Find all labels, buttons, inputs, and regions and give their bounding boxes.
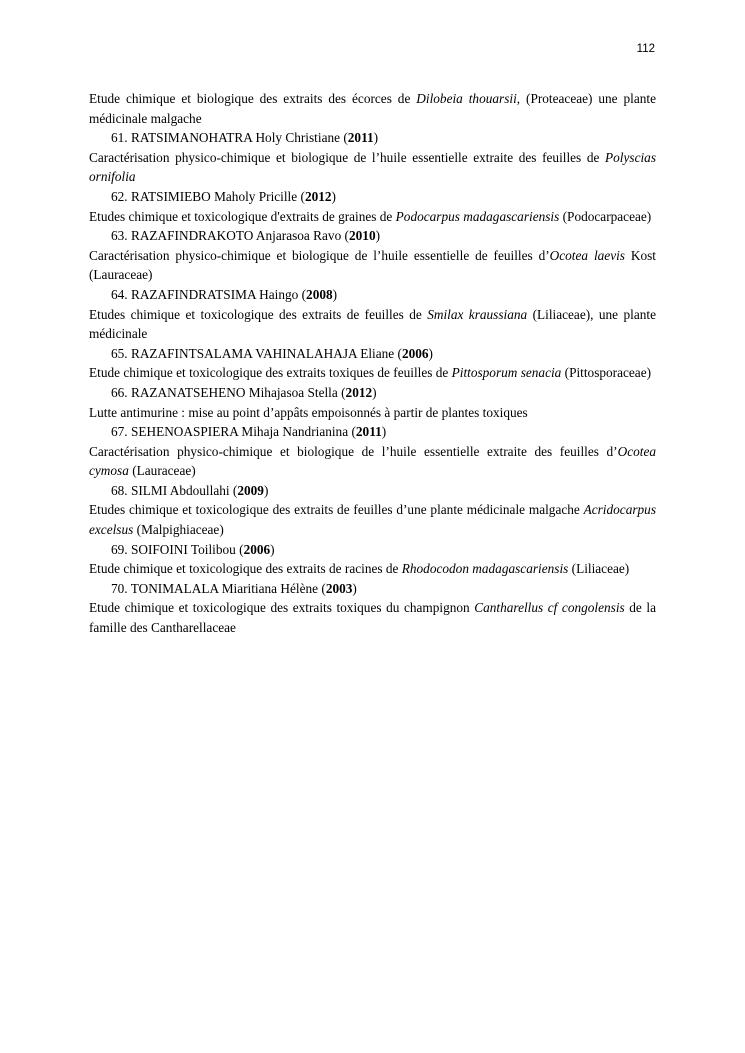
text-run: Etude chimique et toxicologique des extraits toxiques du champignon [89, 600, 475, 616]
entry-heading: 67. SEHENOASPIERA Mihaja Nandrianina (2011) [111, 424, 387, 440]
author-name: SOIFOINI Toilibou [130, 541, 236, 557]
entry-title [89, 207, 656, 227]
entry-title [89, 148, 656, 187]
text-run: Etude chimique et toxicologique des extraits de racines de [89, 561, 402, 577]
text-run: Kost (Lauraceae) [89, 247, 656, 283]
species-name: Podocarpus madagascariensis [395, 208, 560, 224]
text-run: (Podocarpaceae) [559, 208, 652, 224]
author-name: RAZAFINDRATSIMA Haingo [130, 286, 299, 302]
entry-year: 2008 [306, 286, 333, 302]
entry-heading: 62. RATSIMIEBO Maholy Pricille (2012) [111, 188, 336, 204]
entry-heading: 64. RAZAFINDRATSIMA Haingo (2008) [111, 286, 338, 302]
entry-number: 69. [111, 541, 128, 557]
entry-year: 2011 [347, 130, 374, 146]
text-run: Etudes chimique et toxicologique des extraits de feuilles de [89, 306, 428, 322]
entry-year: 2009 [237, 482, 264, 498]
text-run: (Pittosporaceae) [561, 365, 652, 381]
species-name: Acridocarpus excelsus [89, 502, 656, 538]
author-name: RAZAFINTSALAMA VAHINALAHAJA Eliane [130, 345, 395, 361]
entry-heading: 66. RAZANATSEHENO Mihajasoa Stella (2012) [111, 384, 377, 400]
entry-number: 64. [111, 286, 128, 302]
entry-title [89, 442, 656, 481]
entry-title [89, 246, 656, 285]
text-run: Etudes chimique et toxicologique d'extraits de graines de [89, 208, 396, 224]
text-run: Lutte antimurine : mise au point d’appâts empoisonnés à partir de plantes toxiques [89, 404, 528, 420]
entry-heading: 70. TONIMALALA Miaritiana Hélène (2003) [111, 580, 357, 596]
entry-number: 67. [111, 424, 128, 440]
entry-number: 62. [111, 188, 128, 204]
text-run: Caractérisation physico-chimique et biologique de l’huile essentielle extraite des feuilles d’ [89, 443, 618, 459]
page-number: 112 [636, 43, 655, 55]
entry-year: 2010 [349, 228, 376, 244]
species-name: Ocotea laevis [549, 247, 625, 263]
entry-heading: 68. SILMI Abdoullahi (2009) [111, 482, 269, 498]
entry-number: 65. [111, 345, 128, 361]
author-name: SILMI Abdoullahi [130, 482, 230, 498]
species-name: Rhodocodon madagascariensis [401, 561, 569, 577]
species-name: Polyscias ornifolia [89, 149, 656, 185]
text-run: Etude chimique et toxicologique des extraits toxiques de feuilles de [89, 365, 452, 381]
entry-title [89, 598, 656, 637]
species-name: Smilax kraussiana [427, 306, 528, 322]
text-run: (Malpighiaceae) [133, 522, 224, 538]
entry-title [89, 500, 656, 539]
text-run: Caractérisation physico-chimique et biologique de l’huile essentielle extraite des feuilles de [89, 149, 606, 165]
entry-year: 2012 [345, 384, 373, 400]
entry-title [89, 403, 656, 423]
text-run: , (Proteaceae) une plante médicinale malgache [89, 91, 656, 126]
text-run: Etude chimique et biologique des extraits des écorces de [89, 91, 417, 106]
entry-number: 66. [111, 384, 128, 400]
species-name: Ocotea cymosa [89, 443, 656, 479]
entry-number: 61. [111, 130, 128, 146]
entry-year: 2003 [325, 580, 353, 596]
text-run: Caractérisation physico-chimique et biologique de l’huile essentielle de feuilles d’ [89, 247, 550, 263]
entry-year: 2006 [401, 345, 429, 361]
text-run: de la famille des Cantharellaceae [89, 600, 656, 636]
entry-title [89, 363, 656, 383]
entry-year: 2011 [355, 424, 382, 440]
entry-title [89, 305, 656, 344]
author-name: RATSIMIEBO Maholy Pricille [130, 188, 298, 204]
text-run: (Lauraceae) [128, 463, 196, 479]
author-name: RATSIMANOHATRA Holy Christiane [130, 130, 341, 146]
author-name: TONIMALALA Miaritiana Hélène [130, 580, 319, 596]
author-name: RAZAFINDRAKOTO Anjarasoa Ravo [130, 228, 342, 244]
species-name: Dilobeia thouarsii [416, 91, 517, 106]
entry-heading: 69. SOIFOINI Toilibou (2006) [111, 541, 275, 557]
entry-number: 63. [111, 228, 128, 244]
entry-heading: 63. RAZAFINDRAKOTO Anjarasoa Ravo (2010) [111, 228, 381, 244]
entry-number: 70. [111, 580, 128, 596]
author-name: SEHENOASPIERA Mihaja Nandrianina [130, 424, 349, 440]
bibliography-list [89, 89, 656, 638]
entries-container [89, 128, 656, 637]
text-run: Etudes chimique et toxicologique des extraits de feuilles d’une plante médicinale malgache [89, 502, 584, 518]
entry-heading: 65. RAZAFINTSALAMA VAHINALAHAJA Eliane (2006) [111, 345, 433, 361]
author-name: RAZANATSEHENO Mihajasoa Stella [130, 384, 338, 400]
text-run: (Liliaceae) [568, 561, 630, 577]
species-name: Cantharellus cf congolensis [474, 600, 625, 616]
entry-title [89, 559, 656, 579]
entry-heading: 61. RATSIMANOHATRA Holy Christiane (2011) [111, 130, 379, 146]
entry-year: 2012 [304, 188, 332, 204]
species-name: Pittosporum senacia [451, 365, 562, 381]
text-run: (Liliaceae), une plante médicinale [89, 306, 656, 342]
entry-number: 68. [111, 482, 128, 498]
entry-year: 2006 [243, 541, 271, 557]
intro-paragraph [89, 89, 656, 128]
